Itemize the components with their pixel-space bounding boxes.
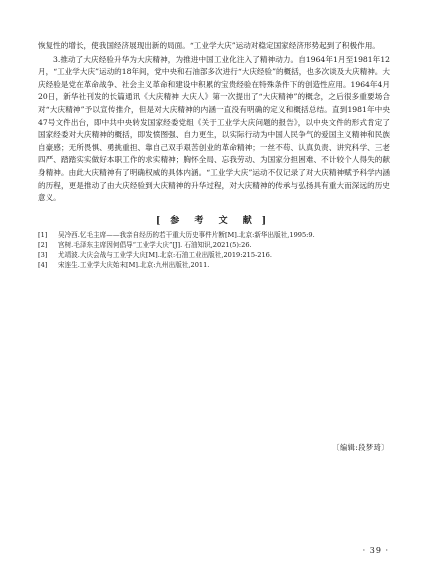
reference-item xyxy=(38,250,390,260)
reference-number: [1] xyxy=(38,230,48,239)
reference-number: [4] xyxy=(38,261,48,270)
reference-text: 尤靖波.大庆会战与工业学大庆[M].北京:石油工业出版社,2019:215-216. xyxy=(58,251,272,260)
reference-item xyxy=(38,240,390,250)
reference-item xyxy=(38,230,390,240)
body-paragraph-1: 恢复性的增长，使我国经济展现出新的局面。“工业学大庆”运动对稳定国家经济形势起到了积极作用。 xyxy=(38,41,380,50)
editor-note: 〔编辑:段梦琦〕 xyxy=(332,443,389,452)
reference-text: 宋连生.工业学大庆始末[M].北京:九州出版社,2011. xyxy=(58,261,210,270)
references-heading-left-bracket: [ xyxy=(156,215,167,226)
reference-text: 吴冷西.忆毛主席——我亲自经历的若干重大历史事件片断[M].北京:新华出版社,1995:9. xyxy=(58,230,315,239)
references-heading-right-bracket: ] xyxy=(261,215,272,226)
reference-text: 宫树.毛泽东主席因何倡导“工业学大庆”[J]. 石油知识,2021(5):26. xyxy=(58,240,252,249)
reference-item xyxy=(38,260,390,270)
references-heading-text: 参 考 文 献 xyxy=(170,215,258,226)
reference-list xyxy=(38,230,390,271)
references-heading xyxy=(38,213,390,226)
article-body xyxy=(38,40,390,271)
body-paragraph-2: 3.推动了大庆经验升华为大庆精神，为推进中国工业化注入了精神动力。自1964年1月至1981年12月，“工业学大庆”运动的18年间，党中央和石油部多次进行“大庆经验”的概括，也多次谈及大庆精神。大庆经验是党在革命战争、社会主义革命和建设中积累的宝贵经验在特殊条件下的创造性应用。1964年4月20日，新华社刊发的长篇通讯《大庆精神 大庆人》第一次提出了“大庆精神”的概念，之后很多重要场合对“大庆精神”予以宣传推介，但是对大庆精神的内涵一直没有明确的定义和概括总结。直到1981年中央47号文件出台，即中共中央转发国家经委党组《关于工业学大庆问题的报告》，以中央文件的形式肯定了国家经委对大庆精神的概括，即发愤图强、自力更生，以实际行动为中国人民争气的爱国主义精神和民族自豪感；无所畏惧、勇挑重担、靠自己双手艰苦创业的革命精神；一丝不苟、认真负责、讲究科学、三老四严、踏踏实实做好本职工作的求实精神；胸怀全局、忘我劳动、为国家分担困难、不计较个人得失的献身精神。由此大庆精神有了明确权威的具体内涵。“工业学大庆”运动不仅记录了对大庆精神赋予科学内涵的历程，更是推动了由大庆经验到大庆精神的升华过程，对大庆精神的传承与弘扬具有重大而深远的历史意义。 xyxy=(38,54,390,203)
reference-number: [3] xyxy=(38,251,48,260)
reference-number: [2] xyxy=(38,240,48,249)
page-number: · 39 · xyxy=(362,546,389,555)
